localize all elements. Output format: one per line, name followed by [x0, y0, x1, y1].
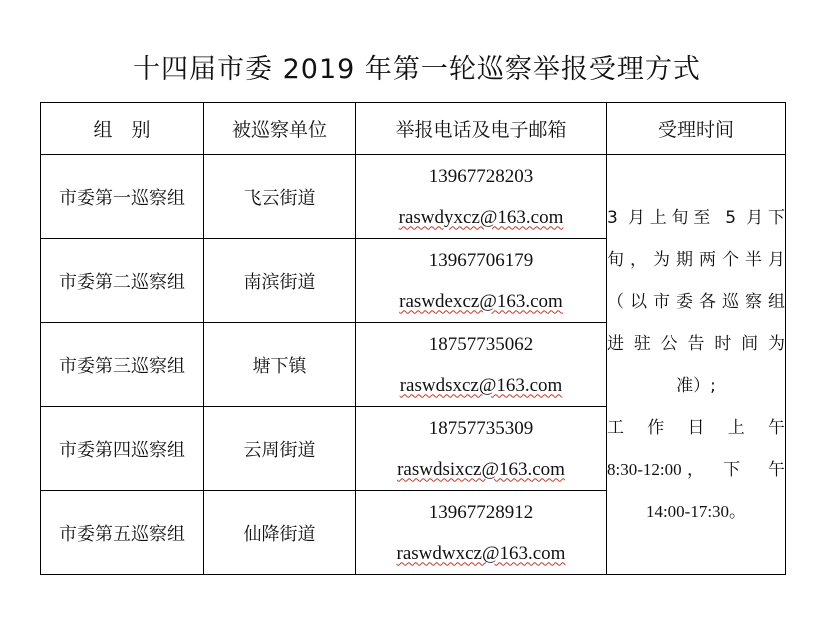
unit-cell: 飞云街道 [204, 155, 356, 239]
time-line: 准）; [676, 375, 716, 396]
email-address: raswdyxcz@163.com [398, 206, 564, 228]
table-row [41, 155, 786, 239]
header-contact: 举报电话及电子邮箱 [356, 103, 607, 155]
email-address: raswdexcz@163.com [399, 290, 563, 312]
group-cell: 市委第二巡察组 [41, 239, 204, 323]
group-cell: 市委第一巡察组 [41, 155, 204, 239]
contact-cell [356, 239, 607, 323]
phone-number: 18757735062 [428, 333, 534, 355]
phone-number: 18757735309 [428, 417, 534, 439]
email-address: raswdwxcz@163.com [396, 542, 566, 564]
header-unit: 被巡察单位 [204, 103, 356, 155]
unit-cell: 仙降街道 [204, 491, 356, 575]
group-cell: 市委第四巡察组 [41, 407, 204, 491]
time-cell [607, 155, 786, 575]
contact-cell [356, 491, 607, 575]
time-line: 进驻公告时间为 [607, 333, 785, 354]
contact-cell [356, 407, 607, 491]
email-address: raswdsixcz@163.com [397, 458, 565, 480]
unit-cell: 塘下镇 [204, 323, 356, 407]
phone-number: 13967728912 [428, 501, 534, 523]
header-time: 受理时间 [607, 103, 786, 155]
time-line: 旬，为期两个半月 [607, 249, 785, 270]
time-line: 工 作 日 上 午 [607, 417, 785, 438]
email-address: raswdsxcz@163.com [399, 374, 563, 396]
group-cell: 市委第五巡察组 [41, 491, 204, 575]
unit-cell: 南滨街道 [204, 239, 356, 323]
time-line: 8:30-12:00， 下 午 [607, 459, 785, 479]
group-cell: 市委第三巡察组 [41, 323, 204, 407]
contact-cell [356, 323, 607, 407]
contact-cell [356, 155, 607, 239]
header-group: 组 别 [41, 103, 204, 155]
time-line: 14:00-17:30。 [645, 501, 747, 521]
report-table [40, 102, 786, 575]
page-title: 十四届市委 2019 年第一轮巡察举报受理方式 [133, 54, 701, 85]
time-line: 3 月上旬至 5 月下 [607, 207, 785, 228]
time-line: （以市委各巡察组 [607, 291, 785, 312]
table-header-row [41, 103, 786, 155]
phone-number: 13967728203 [428, 165, 534, 187]
unit-cell: 云周街道 [204, 407, 356, 491]
phone-number: 13967706179 [428, 249, 534, 271]
